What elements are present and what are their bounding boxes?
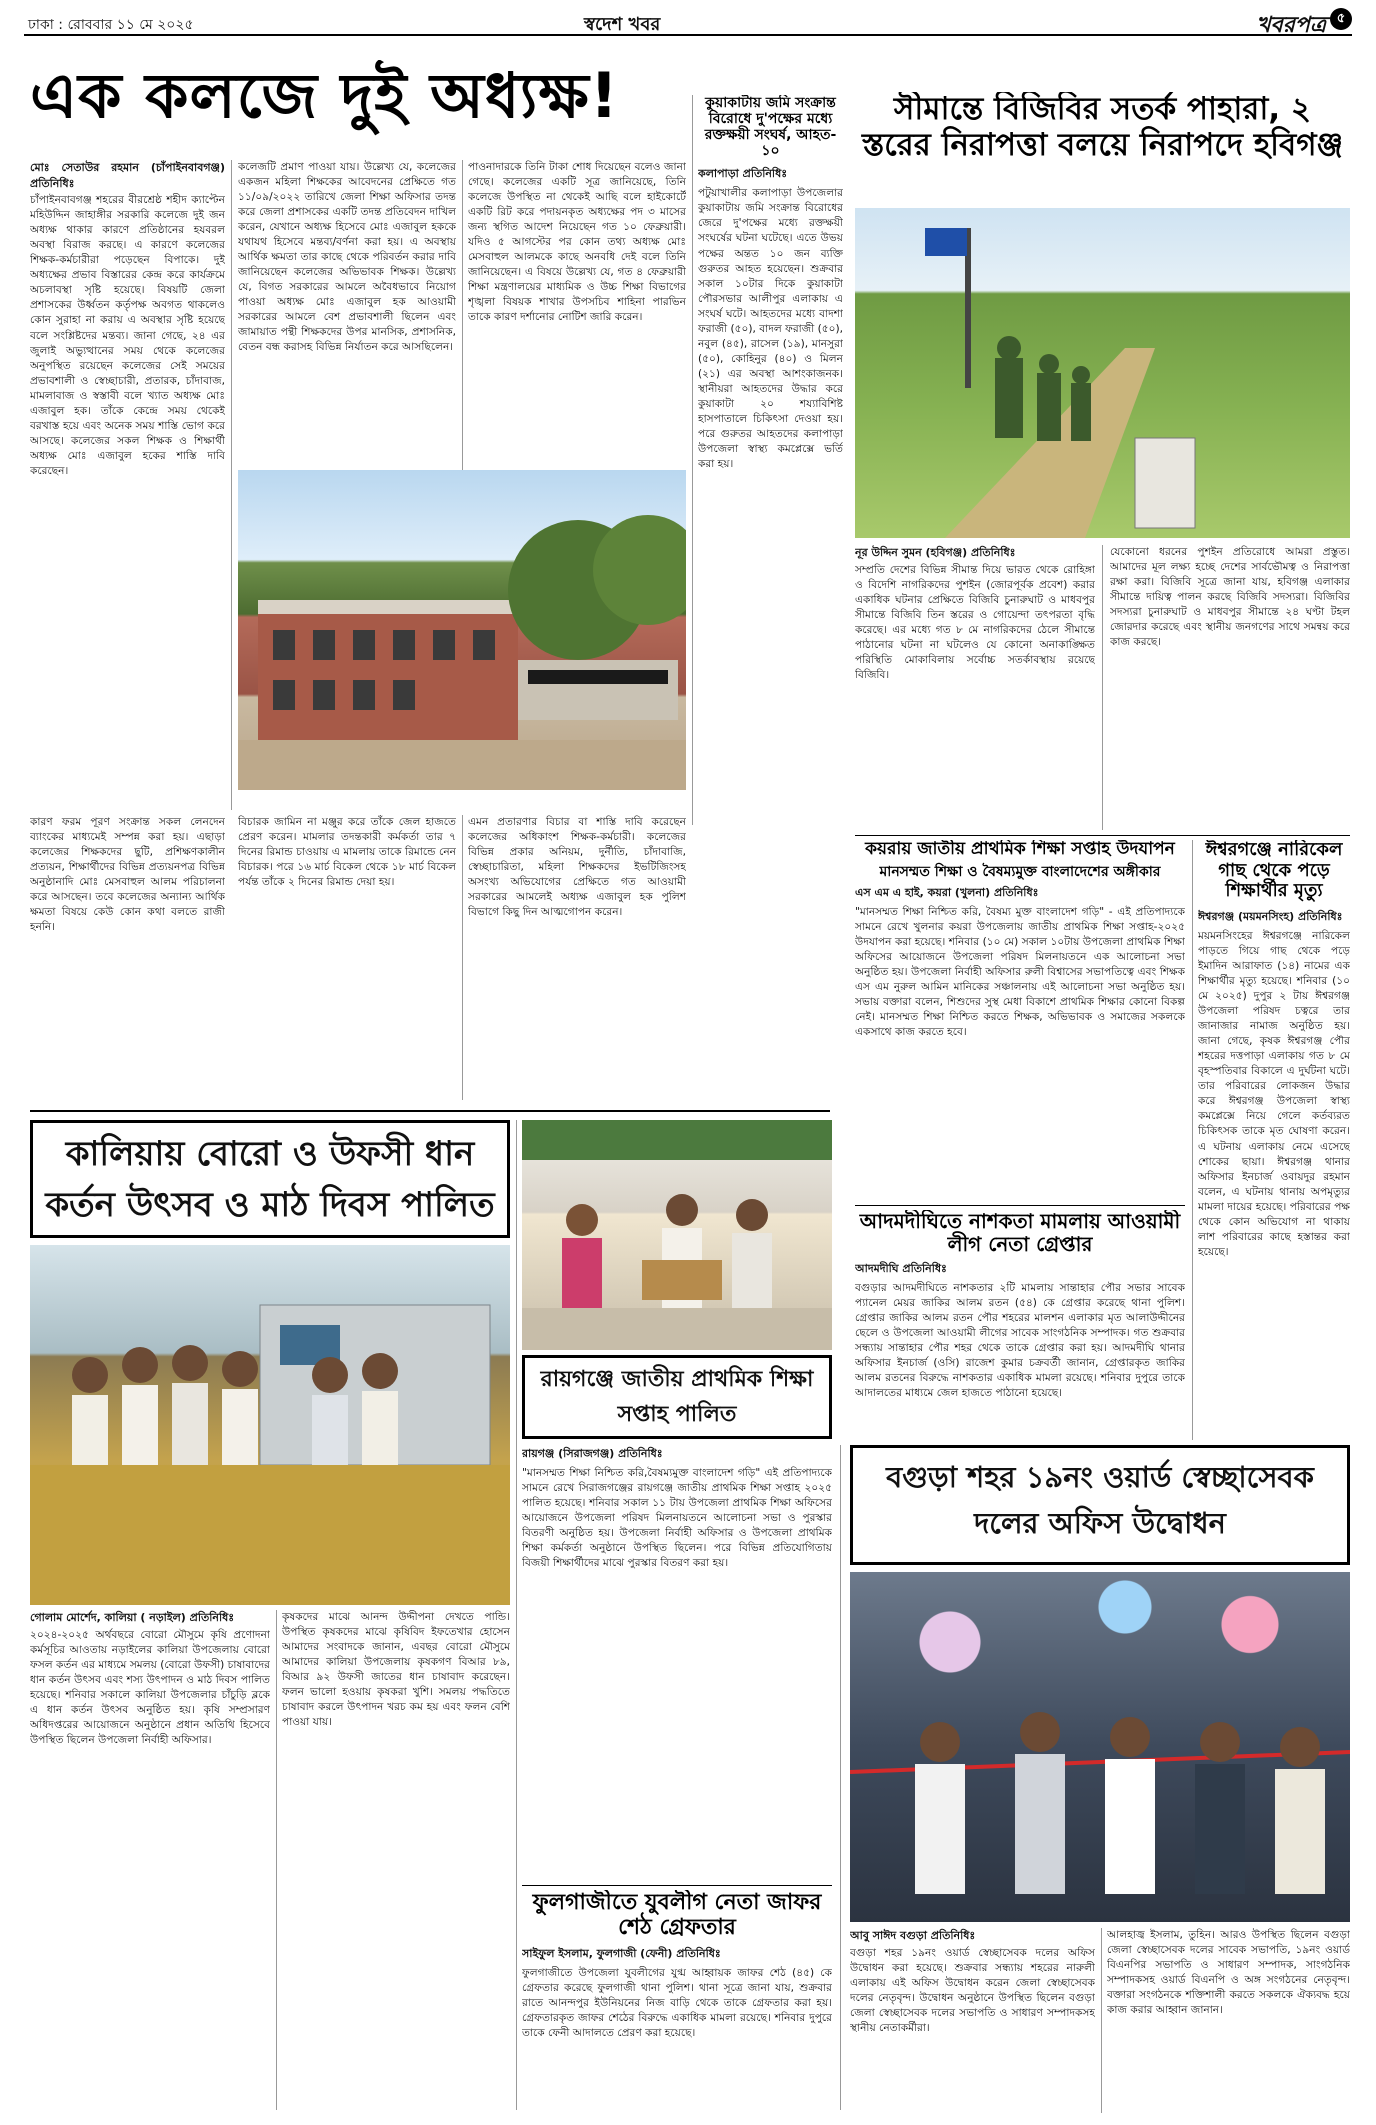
section-name: স্বদেশ খবর bbox=[584, 14, 661, 35]
lead-headline: এক কলজে দুই অধ্যক্ষ! bbox=[30, 60, 620, 132]
border-col-2: যেকোনো ধরনের পুশইন প্রতিরোধে আমরা প্রস্তুত। আমাদের মূল লক্ষ্য হচ্ছে দেশের সার্বভৌমত্ব ও নিরাপত্তা রক্ষা করা। বিজিবি সূত্রে জানা যায়, হবিগঞ্জ এলাকার সীমান্তে দায়িত্ব পালন করছে বিজিবি সদস্যরা। বিজিবির সদস্যরা চুনারুঘাট ও মাধবপুর সীমান্তে ২৪ ঘণ্টা টহল জোরদার করেছে এবং স্থানীয় জনগণের সাথে সমন্বয় করে কাজ করছে। bbox=[1110, 546, 1350, 649]
lead-col-1-text: চাঁপাইনবাবগঞ্জ শহরের বীরশ্রেষ্ঠ শহীদ ক্যাপ্টেন মহিউদ্দিন জাহাঙ্গীর সরকারি কলেজে দুই জন অধ্যক্ষ থাকার কারণে প্রতিষ্ঠানের হযবরল অবস্থা বিরাজ করছে। এ কারণে কলেজের শিক্ষক-কর্মচারীরা পড়েছেন বিপাকে। দুই অধ্যক্ষের প্রভাব বিস্তারের কেন্দ্র করে কার্যক্রমে অচলাবস্থা সৃষ্টি হয়েছে। বিষয়টি জেলা প্রশাসকের উর্ধ্বতন কর্তৃপক্ষ অবগত থাকলেও কোন সুরাহা না করায় এ অবস্থার সৃষ্টি হয়েছে বলে সংশ্লিষ্টদের মন্তব্য। জানা গেছে, ২৪ এর জুলাই অভ্যুত্থানের সময় থেকে কলেজের অনুপস্থিত রয়েছেন কলেজের সেই সময়ের প্রভাবশালী ও স্বেচ্ছাচারী, প্রতারক, চাঁদাবাজ, মামলাবাজ ও স্বস্তাবী বলে খ্যাত অধ্যক্ষ মোঃ এজাবুল হক। তাঁকে কেন্দ্রে সময় থেকেই বরখাস্ত হয়ে এবং অনেক সময় শাস্তি ভোগ করে আসছে। কলেজের সকল শিক্ষক ও শিক্ষার্থী অধ্যক্ষ মোঃ এজাবুল হকের শাস্তি দাবি করেছেন। bbox=[30, 194, 225, 477]
bogura-photo-graphic bbox=[850, 1572, 1350, 1922]
primary-subhead: মানসম্মত শিক্ষা ও বৈষম্যমুক্ত বাংলাদেশের অঙ্গীকার bbox=[879, 863, 1161, 880]
harvest-photo-graphic bbox=[30, 1245, 510, 1605]
harvest-headline: কালিয়ায় বোরো ও উফসী ধান কর্তন উৎসব ও মাঠ দিবস পালিত bbox=[30, 1120, 510, 1238]
harvest-photo bbox=[30, 1245, 510, 1605]
harvest-col-1-text: ২০২৪-২০২৫ অর্থবছরে বোরো মৌসুমে কৃষি প্রণোদনা কর্মসূচির আওতায় নড়াইলের কালিয়া উপজেলায় বোরো ফসল কর্তন এর মাধ্যমে সমলয় (বোরো উফসী) চাষাবাদের ধান কর্তন উৎসব এবং শস্য উৎপাদন ও মাঠ দিবস পালিত হয়েছে। শনিবার সকালে কালিয়া উপজেলার চাঁচুড়ি ব্লকে এ ধান কর্তন উৎসব অনুষ্ঠিত হয়। কৃষি সম্প্রসারণ অধিদপ্তরের আয়োজনে অনুষ্ঠানে প্রধান অতিথি হিসেবে উপস্থিত ছিলেন উপজেলা নির্বাহী অফিসার। bbox=[30, 1628, 270, 1746]
lead-col-2: কলেজটি প্রমাণ পাওয়া যায়। উল্লেখ্য যে, কলেজের একজন মহিলা শিক্ষকের আবেদনের প্রেক্ষিতে গত ১১/০৯/২০২২ তারিখে জেলা শিক্ষা অফিসার তদন্ত করে জেলা প্রশাসকের একটি তদন্ত প্রতিবেদন দাখিল করেন, যেখানে অধ্যক্ষ হিসেবে মোঃ এজাবুল হককে যথাযথ হিসেবে মন্তব্য/বর্ণনা করা হয়। এ অবস্থায় আর্থিক ক্ষমতা তার কাছে থেকে পরিবর্তন করার দাবি জানিয়েছেন কলেজের অভিভাবক শিক্ষক। উল্লেখ্য যে, বিগত সরকারের আমলে অবৈধভাবে নিয়োগ পাওয়া অধ্যক্ষ মোঃ এজাবুল হক আওয়ামী সরকারের আমলে বেশ প্রভাবশালী ছিলেন এবং জামায়াত পন্থী শিক্ষকদের উপর মানসিক, প্রশাসনিক, বেতন বন্ধ করাসহ বিভিন্ন নির্যাতন করে আসছিলেন। bbox=[238, 161, 456, 354]
primary-byline: এস এম এ হাই, কয়রা (খুলনা) প্রতিনিধিঃ bbox=[855, 885, 1039, 899]
raiganj-headline: রায়গঞ্জে জাতীয় প্রাথমিক শিক্ষা সপ্তাহ পালিত bbox=[522, 1355, 832, 1439]
border-byline: নূর উদ্দিন সুমন (হবিগঞ্জ) প্রতিনিধিঃ bbox=[855, 546, 1016, 559]
coconut-headline: ঈশ্বরগঞ্জে নারিকেল গাছ থেকে পড়ে শিক্ষার্থীর মৃত্যু bbox=[1205, 840, 1343, 902]
primary-story bbox=[855, 840, 1185, 1200]
lead-lower-col-3: এমন প্রতারণার বিচার বা শাস্তি দাবি করেছেন কলেজের অধিকাংশ শিক্ষক-কর্মচারী। কলেজের বিভিন্ন প্রকার অনিয়ম, দুর্নীতি, চাঁদাবাজি, স্বেচ্ছাচারিতা, মহিলা শিক্ষকদের ইভটিজিংসহ অসংখ্য অভিযোগের প্রেক্ষিতে গত আওয়ামী সরকারের আমলেই অধ্যক্ষ এজাবুল হক পুলিশ বিভাগে কিছু দিন আত্মগোপন করেন। bbox=[468, 816, 686, 919]
bogura-headline: বগুড়া শহর ১৯নং ওয়ার্ড স্বেচ্ছাসেবক দলের অফিস উদ্বোধন bbox=[850, 1445, 1350, 1565]
border-headline: সীমান্তে বিজিবির সতর্ক পাহারা, ২ স্তরের নিরাপত্তা বলয়ে নিরাপদে হবিগঞ্জ bbox=[861, 92, 1344, 163]
school-photo bbox=[238, 470, 686, 790]
issue-date: ঢাকা : রোববার ১১ মে ২০২৫ bbox=[28, 17, 194, 33]
harvest-byline: গোলাম মোর্শেদ, কালিয়া ( নড়াইল) প্রতিনিধিঃ bbox=[30, 1611, 235, 1624]
coconut-story bbox=[1198, 840, 1350, 1440]
school-photo-graphic bbox=[238, 470, 686, 790]
land-byline: কলাপাড়া প্রতিনিধিঃ bbox=[698, 167, 788, 181]
arrest-byline: আদমদীঘি প্রতিনিধিঃ bbox=[855, 1262, 947, 1275]
border-photo-graphic bbox=[855, 208, 1350, 538]
raiganj-byline: রায়গঞ্জ (সিরাজগঞ্জ) প্রতিনিধিঃ bbox=[522, 1447, 663, 1460]
lead-lower-col-2: বিচারক জামিন না মঞ্জুর করে তাঁকে জেল হাজতে প্রেরণ করেন। মামলার তদন্তকারী কর্মকর্তা তার ৭ দিনের রিমান্ড চাওয়ায় এ মামলায় তাকে রিমান্ডে নেন বিচারক। পরে ১৬ মার্চ বিকেল থেকে ১৮ মার্চ বিকেল পর্যন্ত তাঁকে ২ দিনের রিমান্ড দেয়া হয়। bbox=[238, 816, 456, 889]
border-col-1 bbox=[855, 545, 1095, 830]
bogura-col-2: আলহাজ্ব ইসলাম, তুহিন। আরও উপস্থিত ছিলেন বগুড়া জেলা স্বেচ্ছাসেবক দলের সাবেক সভাপতি, ১৯নং ওয়ার্ড বিএনপির সভাপতি ও সাধারণ সম্পাদক, সাংগঠনিক সম্পাদকসহ ওয়ার্ড বিএনপি ও অঙ্গ সংগঠনের নেতৃবৃন্দ। বক্তারা সংগঠনকে শক্তিশালী করতে সকলকে ঐক্যবদ্ধ হয়ে কাজ করার আহ্বান জানান। bbox=[1107, 1929, 1350, 2017]
border-photo bbox=[855, 208, 1350, 538]
bogura-col-1-text: বগুড়া শহর ১৯নং ওয়ার্ড স্বেচ্ছাসেবক দলের অফিস উদ্বোধন করা হয়েছে। শুক্রবার সন্ধ্যায় শহরের নারুলী এলাকায় এই অফিস উদ্বোধন করেন জেলা স্বেচ্ছাসেবক দলের নেতৃবৃন্দ। উদ্বোধন অনুষ্ঠানে উপস্থিত ছিলেন বগুড়া জেলা স্বেচ্ছাসেবক দলের সভাপতি ও সাধারণ সম্পাদকসহ স্থানীয় নেতাকর্মীরা। bbox=[850, 1946, 1095, 2034]
harvest-col-1 bbox=[30, 1610, 270, 2110]
coconut-body: ময়মনসিংহের ঈশ্বরগঞ্জে নারিকেল পাড়তে গিয়ে গাছ থেকে পড়ে ইমাদিন আরাফাত (১৪) নামের এক শিক্ষার্থীর মৃত্যু হয়েছে। শনিবার (১০ মে ২০২৫) দুপুর ২ টায় ঈশ্বরগঞ্জ উপজেলা পরিষদ চত্বরে তার জানাজার নামাজ অনুষ্ঠিত হয়। জানা গেছে, কৃষক ঈশ্বরগঞ্জ পৌর শহরের দত্তপাড়া এলাকায় গত ৮ মে বৃহস্পতিবার বিকালে এ দুর্ঘটনা ঘটে। তার পরিবারের লোকজন উদ্ধার করে ঈশ্বরগঞ্জ উপজেলা স্বাস্থ্য কমপ্লেক্সে নিয়ে গেলে কর্তব্যরত চিকিৎসক তাকে মৃত ঘোষণা করেন। এ ঘটনায় এলাকায় নেমে এসেছে শোকের ছায়া। ঈশ্বরগঞ্জ থানার অফিসার ইনচার্জ ওবায়দুর রহমান বলেন, এ ঘটনায় থানায় অপমৃত্যুর মামলা দায়ের হয়েছে। পরিবারের পক্ষ থেকে কোন অভিযোগ না থাকায় লাশ পরিবারের কাছে হস্তান্তর করা হয়েছে। bbox=[1198, 930, 1350, 1258]
harvest-col-2: কৃষকদের মাঝে আনন্দ উদ্দীপনা দেখতে পান্ডি। উপস্থিত কৃষকদের মাঝে কৃষিবিদ ইফতেখার হোসেন আমাদের সংবাদকে জানান, এবছর বোরো মৌসুমে আমাদের কালিয়া উপজেলায় কৃষকগণ বিআর ৮৯, বিআর ৯২ উফসী জাতের ধান চাষাবাদ করেছেন। ফলন ভালো হওয়ায় কৃষকরা খুশি। সমলয় পদ্ধতিতে চাষাবাদ করলে উৎপাদন খরচ কম হয় এবং ফলন বেশি পাওয়া যায়। bbox=[282, 1611, 510, 1729]
primary-body: "মানসম্মত শিক্ষা নিশ্চিত করি, বৈষম্য মুক্ত বাংলাদেশ গড়ি" - এই প্রতিপাদ্যকে সামনে রেখে খুলনার কয়রা উপজেলায় জাতীয় প্রাথমিক শিক্ষা সপ্তাহ-২০২৫ উদযাপন করা হয়েছে। শনিবার (১০ মে) সকাল ১০টায় উপজেলা প্রাথমিক শিক্ষা অফিসের আয়োজনে উপজেলা পরিষদ মিলনায়তনে এক আলোচনা সভা অনুষ্ঠিত হয়। উপজেলা নির্বাহী অফিসার রুলী বিশ্বাসের সভাপতিত্বে এবং শিক্ষক এস এম নুরুল আমিন মানিকের সঞ্চালনায় এই আলোচনা সভা অনুষ্ঠিত হয়। সভায় বক্তারা বলেন, শিশুদের সুস্থ মেধা বিকাশে প্রাথমিক শিক্ষার কোনো বিকল্প নেই। মানসম্মত শিক্ষা নিশ্চিত করতে শিক্ষক, অভিভাবক ও সমাজের সকলকে একসাথে কাজ করতে হবে। bbox=[855, 905, 1185, 1038]
jubo-story bbox=[522, 1890, 832, 2110]
raiganj-body: "মানসম্মত শিক্ষা নিশ্চিত করি,বৈষম্যমুক্ত বাংলাদেশ গড়ি" এই প্রতিপাদ্যকে সামনে রেখে সিরাজগঞ্জের রায়গঞ্জে জাতীয় প্রাথমিক শিক্ষা সপ্তাহ ২০২৫ পালিত হয়েছে। শনিবার সকাল ১১ টায় উপজেলা প্রাথমিক শিক্ষা অফিসের আয়োজনে উপজেলা পরিষদ মিলনায়তনে আলোচনা সভা ও পুরস্কার বিতরণী অনুষ্ঠিত হয়। উপজেলা নির্বাহী অফিসার ও উপজেলা প্রাথমিক শিক্ষা কর্মকর্তা অনুষ্ঠানে উপস্থিত ছিলেন। পরে বিভিন্ন প্রতিযোগিতায় বিজয়ী শিক্ষার্থীদের মাঝে পুরস্কার বিতরণ করা হয়। bbox=[522, 1467, 832, 1570]
jubo-body: ফুলগাজীতে উপজেলা যুবলীগের যুগ্ম আহ্বায়ক জাফর শেঠ (৪৫) কে গ্রেফতার করেছে ফুলগাজী থানা পুলিশ। থানা সূত্রে জানা যায়, শুক্রবার রাতে আনন্দপুর ইউনিয়নের নিজ বাড়ি থেকে তাকে গ্রেফতার করা হয়। গ্রেফতারকৃত জাফর শেঠের বিরুদ্ধে একাধিক মামলা রয়েছে। শনিবার দুপুরে তাকে ফেনী আদালতে প্রেরণ করা হয়েছে। bbox=[522, 1966, 832, 2039]
arrest-headline: আদমদীঘিতে নাশকতা মামলায় আওয়ামী লীগ নেতা গ্রেপ্তার bbox=[859, 1210, 1181, 1256]
paper-logo: খবরপত্র bbox=[1256, 13, 1326, 38]
jubo-byline: সাইফুল ইসলাম, ফুলগাজী (ফেনী) প্রতিনিধিঃ bbox=[522, 1946, 721, 1960]
arrest-story bbox=[855, 1210, 1185, 1440]
lead-lower-col-1: কারণ ফরম পূরণ সংক্রান্ত সকল লেনদেন ব্যাংকের মাধ্যমেই সম্পন্ন করা হয়। এছাড়া কলেজের শিক্ষকদের ছুটি, প্রশিক্ষণকালীন প্রত্যয়ন, শিক্ষার্থীদের বিভিন্ন প্রত্যয়নপত্র বিভিন্ন অনুষ্ঠানাদি মোঃ মেসবাহুল আলম পরিচালনা করে আসছেন। তবে কলেজের অন্যান্য আর্থিক ক্ষমতা বিষয়ে কেউ কোন কথা বলতে রাজী হননি। bbox=[30, 816, 225, 934]
jubo-headline: ফুলগাজীতে যুবলীগ নেতা জাফর শেঠ গ্রেফতার bbox=[532, 1890, 822, 1941]
masthead bbox=[24, 8, 1352, 36]
raiganj-photo bbox=[522, 1120, 832, 1350]
bogura-col-1 bbox=[850, 1928, 1095, 2113]
primary-headline: কয়রায় জাতীয় প্রাথমিক শিক্ষা সপ্তাহ উদযাপন bbox=[865, 840, 1175, 859]
land-body: পটুয়াখালীর কলাপাড়া উপজেলার কুয়াকাটায় জমি সংক্রান্ত বিরোধের জেরে দু'পক্ষের মধ্যে রক্তক্ষয়ী সংঘর্ষের ঘটনা ঘটেছে। এতে উভয় পক্ষের অন্তত ১০ জন ব্যক্তি গুরুতর আহত হয়েছেন। শুক্রবার সকাল ১০টার দিকে কুয়াকাটা পৌরসভার আলীপুর এলাকায় এ সংঘর্ষ ঘটে। আহতদের মধ্যে বাদশা ফরাজী (৫০), বাদল ফরাজী (৫০), নবুল (৪৫), রাসেল (১৯), মানসুরা (৫০), কোহিনুর (৪০) ও মিলন (২১) এর অবস্থা আশংকাজনক। স্থানীয়রা আহতদের উদ্ধার করে কুয়াকাটা ২০ শয্যাবিশিষ্ট হাসপাতালে চিকিৎসা দেওয়া হয়। পরে গুরুতর আহতদের কলাপাড়া উপজেলা স্বাস্থ্য কমপ্লেক্সে ভর্তি করা হয়। bbox=[698, 187, 843, 470]
bogura-byline: আবু সাঈদ বগুড়া প্রতিনিধিঃ bbox=[850, 1929, 976, 1942]
page-number: ৫ bbox=[1330, 8, 1352, 30]
raiganj-photo-graphic bbox=[522, 1120, 832, 1350]
land-story bbox=[698, 95, 843, 825]
lead-byline: মোঃ সেতাউর রহমান (চাঁপাইনবাবগঞ্জ) প্রতিনিধিঃ bbox=[30, 161, 225, 190]
coconut-byline: ঈশ্বরগঞ্জ (ময়মনসিংহ) প্রতিনিধিঃ bbox=[1198, 910, 1343, 924]
bogura-photo bbox=[850, 1572, 1350, 1922]
lead-col-1 bbox=[30, 160, 225, 810]
raiganj-story bbox=[522, 1445, 832, 1885]
land-headline: কুয়াকাটায় জমি সংক্রান্ত বিরোধে দু'পক্ষের মধ্যে রক্তক্ষয়ী সংঘর্ষ, আহত- ১০ bbox=[704, 95, 837, 160]
lead-col-3: পাওনাদারকে তিনি টাকা শোধ দিয়েছেন বলেও জানা গেছে। কলেজের একটি সূত্র জানিয়েছে, তিনি কলেজে উপস্থিত না থেকেই আছি বলে হাইকোর্টে একটি রিট করে পদায়নকৃত অধ্যক্ষের পদ ৩ মাসের জন্য স্থগিত আদেশ নিয়েছেন গত ১০ ফেব্রুয়ারী। যদিও ৫ আগস্টের পর কোন তথ্য অধ্যক্ষ মোঃ মেসবাহুল আলমকে কাছে অনবধি দেই বলে তিনি জানিয়েছেন। এ বিষয়ে উল্লেখ্য যে, গত ৪ ফেব্রুয়ারী শিক্ষা মন্ত্রণালয়ের মাধ্যমিক ও উচ্চ শিক্ষা বিভাগের শৃঙ্খলা বিষয়ক শাখার উপসচিব শাহিনা পারভিন তাকে কারণ দর্শানোর নোটিশ জারি করেন। bbox=[468, 161, 686, 324]
border-col-1-text: সম্প্রতি দেশের বিভিন্ন সীমান্ত দিয়ে ভারত থেকে রোহিঙ্গা ও বিদেশি নাগরিকদের পুশইন (জোরপূর্বক প্রবেশ) করার একাধিক ঘটনার প্রেক্ষিতে বিজিবি চুনারুঘাট ও মাধবপুর সীমান্তে বিজিবি তিন স্তরের ও গোয়েন্দা তৎপরতা বৃদ্ধি করেছে। এর মধ্যে গত ৮ মে নাগরিকদের ঠেলে সীমান্তে পাঠানোর ঘটনা না ঘটলেও যে কোনো অনাকাঙ্ক্ষিত পরিস্থিতি মোকাবিলায় সর্বোচ্চ সতর্কাবস্থায় রয়েছে বিজিবি। bbox=[855, 563, 1095, 681]
arrest-body: বগুড়ার আদমদীঘিতে নাশকতার ২টি মামলায় সান্তাহার পৌর সভার সাবেক প্যানেল মেয়র জাকির আলম রতন (৫৪) কে গ্রেপ্তার করেছে থানা পুলিশ। গ্রেপ্তার জাকির আলম রতন পৌর শহরের মালশন এলাকার মৃত আলাউদ্দীনের ছেলে ও উপজেলা আওয়ামী লীগের সাবেক সাংগঠনিক সম্পাদক। গত শুক্রবার সন্ধ্যায় সান্তাহার পৌর শহর থেকে তাকে গ্রেপ্তার করা হয়। আদমদীঘি থানার অফিসার ইনচার্জ (ওসি) রাজেশ কুমার চক্রবর্তী জানান, গ্রেপ্তারকৃত জাকির আলম রতনের বিরুদ্ধে নাশকতার একাধিক মামলা রয়েছে। শনিবার দুপুরে তাকে আদালতের মাধ্যমে জেল হাজতে পাঠানো হয়েছে। bbox=[855, 1282, 1185, 1400]
